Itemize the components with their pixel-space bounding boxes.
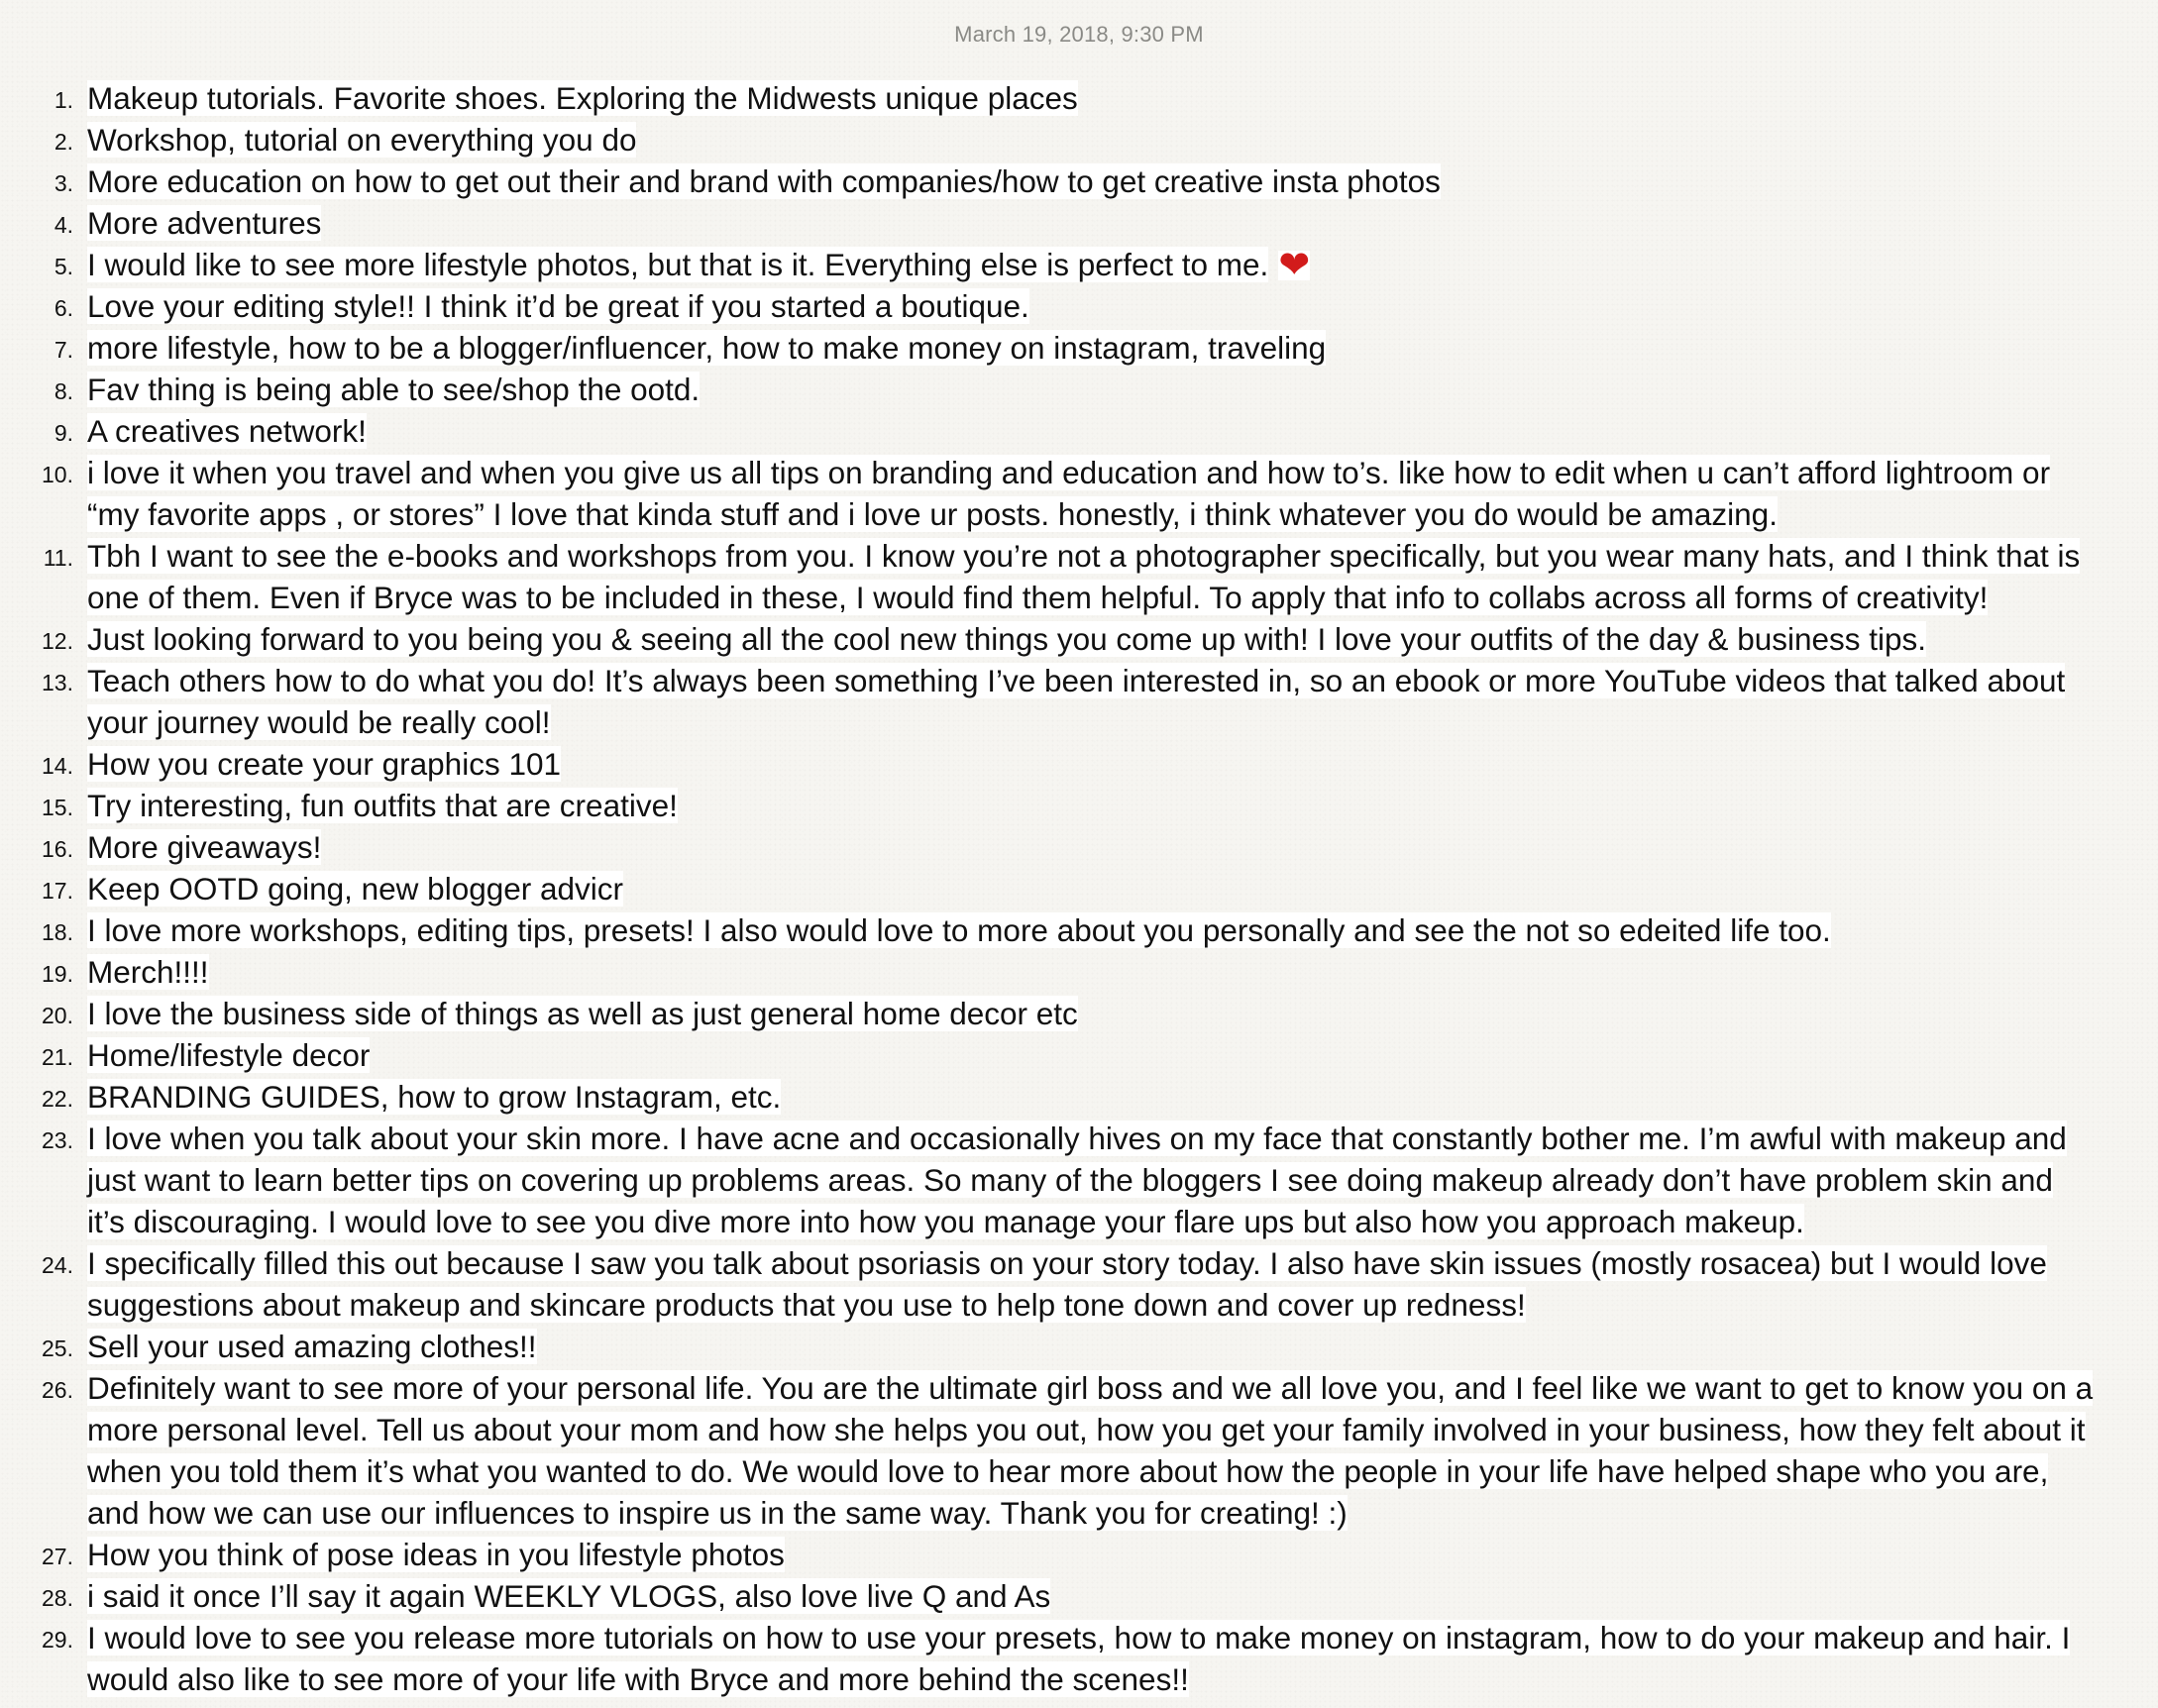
list-item-text: I would love to see you release more tutorials on how to use your presets, how to make money on instagram, how to do your makeup and hair. I xyxy=(87,1620,2071,1655)
list-item-text: Keep OOTD going, new blogger advicr xyxy=(87,871,624,907)
list-item xyxy=(0,327,2158,369)
list-item xyxy=(0,1367,2158,1534)
list-item xyxy=(0,743,2158,785)
note-list xyxy=(0,77,2158,1700)
list-item-text: “my favorite apps , or stores” I love that kinda stuff and i love ur posts. honestly, i think whatever you do would be amazing. xyxy=(87,496,1778,532)
list-item-text: Makeup tutorials. Favorite shoes. Exploring the Midwests unique places xyxy=(87,80,1078,116)
list-item xyxy=(0,785,2158,826)
list-item-text: Teach others how to do what you do! It’s always been something I’ve been interested in, so an ebook or more YouTube videos that talked about xyxy=(87,663,2066,698)
list-item xyxy=(0,951,2158,993)
list-item xyxy=(0,77,2158,119)
list-item-number: 20. xyxy=(42,1003,73,1028)
list-item-number: 14. xyxy=(42,753,73,779)
cut-off-line xyxy=(87,1700,474,1708)
list-item-text: I specifically filled this out because I saw you talk about psoriasis on your story today. I also have skin issues (mostly rosacea) but I would love xyxy=(87,1245,2047,1281)
list-item-number: 22. xyxy=(42,1086,73,1112)
list-item-text: Fav thing is being able to see/shop the ootd. xyxy=(87,372,701,407)
list-item-number: 25. xyxy=(42,1335,73,1361)
list-item-number: 12. xyxy=(42,628,73,654)
list-item-number: 2. xyxy=(54,129,73,155)
list-item-text: More adventures xyxy=(87,205,322,241)
list-item xyxy=(0,369,2158,410)
list-item xyxy=(0,202,2158,244)
list-item-text: one of them. Even if Bryce was to be included in these, I would find them helpful. To apply that info to collabs across all forms of creativity! xyxy=(87,580,1989,615)
list-item-number: 27. xyxy=(42,1544,73,1569)
list-item-text: Love your editing style!! I think it’d be great if you started a boutique. xyxy=(87,288,1029,324)
list-item xyxy=(0,909,2158,951)
list-item-number: 15. xyxy=(42,795,73,820)
list-item-text: I love the business side of things as well as just general home decor etc xyxy=(87,996,1078,1031)
list-item-number: 28. xyxy=(42,1585,73,1611)
list-item-number: 1. xyxy=(54,87,73,113)
list-item xyxy=(0,1118,2158,1242)
list-item-text: Sell your used amazing clothes!! xyxy=(87,1329,537,1364)
heart-emoji-icon: ❤ xyxy=(1278,245,1311,286)
list-item-text: How you create your graphics 101 xyxy=(87,746,562,782)
list-item-number: 19. xyxy=(42,961,73,987)
list-item xyxy=(0,1242,2158,1326)
list-item xyxy=(0,993,2158,1034)
list-item-text: Workshop, tutorial on everything you do xyxy=(87,122,637,158)
list-item-number: 24. xyxy=(42,1252,73,1278)
list-item-text: How you think of pose ideas in you lifestyle photos xyxy=(87,1537,785,1572)
list-item xyxy=(0,160,2158,202)
list-item xyxy=(0,535,2158,618)
list-item-text: Tbh I want to see the e-books and workshops from you. I know you’re not a photographer specifically, but you wear many hats, and I think that is xyxy=(87,538,2081,574)
list-item-text: just want to learn better tips on covering up problems areas. So many of the bloggers I see doing makeup already don’t have problem skin and xyxy=(87,1162,2053,1198)
list-item xyxy=(0,1617,2158,1700)
list-item-text: Try interesting, fun outfits that are creative! xyxy=(87,788,678,823)
list-item xyxy=(0,1575,2158,1617)
list-item xyxy=(0,618,2158,660)
list-item-text: Merch!!!! xyxy=(87,954,209,990)
list-item xyxy=(0,868,2158,909)
list-item-number: 13. xyxy=(42,670,73,695)
list-item-number: 6. xyxy=(54,295,73,321)
note-date: March 19, 2018, 9:30 PM xyxy=(954,22,1204,47)
list-item-text: suggestions about makeup and skincare products that you use to help tone down and cover up redness! xyxy=(87,1287,1526,1323)
list-item-number: 23. xyxy=(42,1127,73,1153)
list-item-number: 26. xyxy=(42,1377,73,1403)
list-item-text: Just looking forward to you being you & seeing all the cool new things you come up with! I love your outfits of the day & business tips. xyxy=(87,621,1927,657)
list-item-number: 10. xyxy=(42,462,73,487)
list-item xyxy=(0,1034,2158,1076)
list-item xyxy=(0,660,2158,743)
list-item-text: I would like to see more lifestyle photos, but that is it. Everything else is perfect to me. ❤ xyxy=(87,245,1311,286)
list-item-number: 8. xyxy=(54,378,73,404)
list-item-text: I love when you talk about your skin more. I have acne and occasionally hives on my face that constantly bother me. I’m awful with makeup and xyxy=(87,1121,2067,1156)
list-item-text: Definitely want to see more of your personal life. You are the ultimate girl boss and we all love you, and I feel like we want to get to know you on a xyxy=(87,1370,2094,1406)
list-item-text: would also like to see more of your life with Bryce and more behind the scenes!! xyxy=(87,1661,1189,1697)
list-item xyxy=(0,1326,2158,1367)
list-item-text: i said it once I’ll say it again WEEKLY VLOGS, also love live Q and As xyxy=(87,1578,1051,1614)
list-item xyxy=(0,244,2158,285)
list-item-text: it’s discouraging. I would love to see you dive more into how you manage your flare ups but also how you approach makeup. xyxy=(87,1204,1804,1239)
list-item-number: 18. xyxy=(42,919,73,945)
list-item-number: 29. xyxy=(42,1627,73,1653)
list-item-number: 5. xyxy=(54,254,73,279)
list-item xyxy=(0,1534,2158,1575)
list-item-number: 3. xyxy=(54,170,73,196)
list-item xyxy=(0,826,2158,868)
list-item-text: more lifestyle, how to be a blogger/influencer, how to make money on instagram, traveling xyxy=(87,330,1327,366)
list-item-number: 21. xyxy=(42,1044,73,1070)
list-item-text: A creatives network! xyxy=(87,413,367,449)
list-item-text: more personal level. Tell us about your mom and how she helps you out, how you get your family involved in your business, how they felt about it xyxy=(87,1412,2086,1447)
list-item-text: Home/lifestyle decor xyxy=(87,1037,371,1073)
list-item-text: when you told them it’s what you wanted to do. We would love to hear more about how the people in your life have helped shape who you are, xyxy=(87,1453,2049,1489)
list-item xyxy=(0,119,2158,160)
list-item-number: 9. xyxy=(54,420,73,446)
list-item-text: i love it when you travel and when you give us all tips on branding and education and how to’s. like how to edit when u can’t afford lightroom or xyxy=(87,455,2051,490)
list-item-number: 17. xyxy=(42,878,73,904)
list-item-number: 4. xyxy=(54,212,73,238)
list-item-text: your journey would be really cool! xyxy=(87,704,551,740)
list-item xyxy=(0,410,2158,452)
list-item-number: 7. xyxy=(54,337,73,363)
list-item xyxy=(0,285,2158,327)
list-item-text: More education on how to get out their and brand with companies/how to get creative insta photos xyxy=(87,163,1441,199)
list-item-text: and how we can use our influences to inspire us in the same way. Thank you for creating! :) xyxy=(87,1495,1348,1531)
list-item-number: 11. xyxy=(43,545,73,571)
list-item xyxy=(0,1076,2158,1118)
list-item-number: 16. xyxy=(42,836,73,862)
list-item-text: More giveaways! xyxy=(87,829,322,865)
list-item xyxy=(0,452,2158,535)
list-item-text: BRANDING GUIDES, how to grow Instagram, etc. xyxy=(87,1079,782,1115)
list-item-text: I love more workshops, editing tips, presets! I also would love to more about you personally and see the not so edeited life too. xyxy=(87,912,1831,948)
